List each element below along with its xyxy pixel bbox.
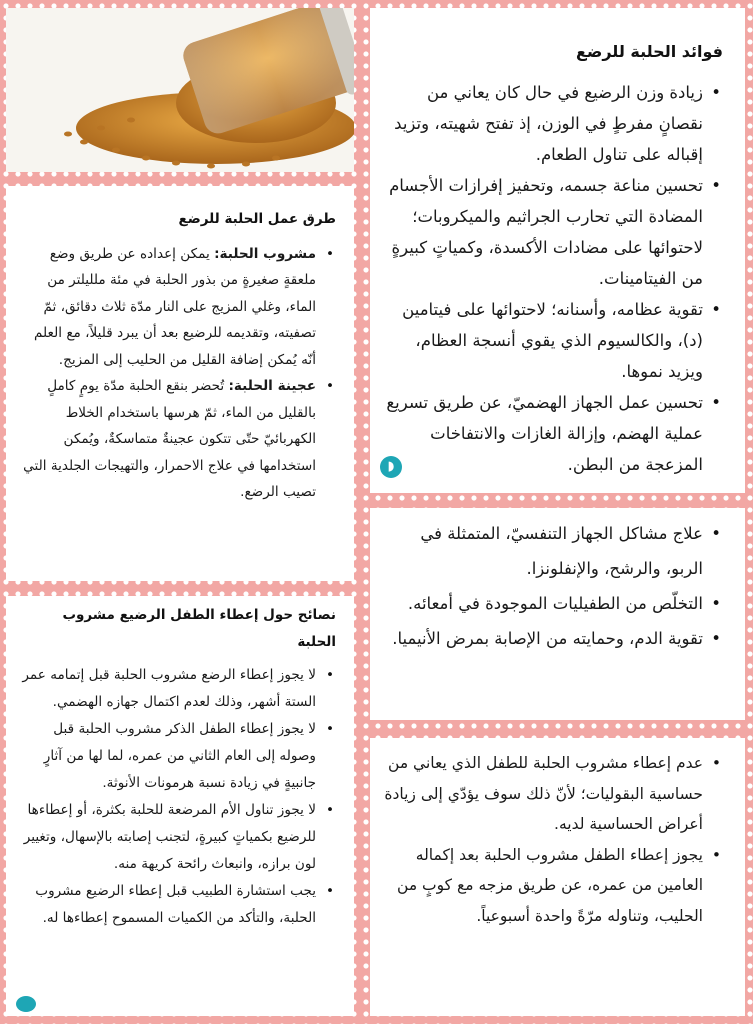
tips-card [6,596,354,1016]
list-item: • لا يجوز إعطاء الرضع مشروب الحلبة قبل إتمامه عمر الستة أشهر، وذلك لعدم اكتمال جهازه الهضمي. [20,662,316,716]
list-item: • تحسين عمل الجهاز الهضميّ، عن طريق تسريع عملية الهضم، وإزالة الغازات والانتفاخات المزعجة من البطن. [384,387,703,480]
list-item: • تقوية الدم، وحمايته من الإصابة بمرض الأنيميا. [384,621,703,656]
list-item: • تحسين مناعة جسمه، وتحفيز إفرازات الأجسام المضادة التي تحارب الجراثيم والميكروبات؛ لاحتوائها على مضادات الأكسدة، وكمياتٍ كبيرةٍ من الفيتامينات. [384,170,703,294]
methods-title: طرق عمل الحلبة للرضع [178,211,336,227]
methods-list [22,241,336,506]
brand-logo-icon [16,996,36,1012]
list-item: • علاج مشاكل الجهاز التنفسيّ، المتمثلة في الربو، والرشح، والإنفلونزا. [384,516,703,586]
method-text: تُحضر بنقع الحلبة مدّة يومٍ كاملٍ بالقليل من الماء، ثمّ هرسها باستخدام الخلاط الكهربائيّ حتّى تتكون عجينةٌ متماسكةٌ، ويُمكن استخدامها في علاج الاحمرار، والتهيجات الجلدية التي تصيب الرضع. [23,378,316,500]
list-item: • عدم إعطاء مشروب الحلبة للطفل الذي يعاني من حساسية البقوليات؛ لأنّ ذلك سوف يؤدّي إلى زيادة أعراض الحساسية لديه. [384,748,703,840]
method-text: يمكن إعداده عن طريق وضع ملعقةٍ صغيرةٍ من بذور الحلبة في مئة ملليلتر من الماء، وغلي المزيج على النار مدّة ثلاث دقائق، ثمّ تصفيته، وتقديمه للرضيع بعد أن يبرد قليلاً، مع العلم أنّه يُمكن إضافة القليل من الحليب إلى المزيج. [33,245,316,368]
more-tips-card [370,738,745,1016]
list-item: • زيادة وزن الرضيع في حال كان يعاني من نقصانٍ مفرطٍ في الوزن، إذ تفتح شهيته، وتزيد إقباله على تناول الطعام. [384,77,703,170]
brand-logo-icon: ◗ [380,456,402,478]
method-term: عجينة الحلبة: [228,378,316,394]
method-term: مشروب الحلبة: [214,245,316,262]
list-item: • يجوز إعطاء الطفل مشروب الحلبة بعد إكماله العامين من عمره، عن طريق مزجه مع كوبٍ من الحليب، وتناوله مرّةً واحدة أسبوعياً. [384,840,703,932]
benefits-title: فوائد الحلبة للرضع [575,42,723,61]
list-item [22,241,316,374]
list-item [22,373,316,506]
list-item: • لا يجوز إعطاء الطفل الذكر مشروب الحلبة قبل وصوله إلى العام الثاني من عمره، لما لها من آثارٍ جانبيةٍ في زيادة نسبة هرمونات الأنوثة. [20,716,316,797]
list-item: • يجب استشارة الطبيب قبل إعطاء الرضيع مشروب الحلبة، والتأكد من الكميات المسموح إعطاءها له. [20,878,316,932]
benefits-continued-card [370,508,745,720]
more-tips-list [384,748,723,931]
tips-title: نصائح حول إعطاء الطفل الرضيع مشروب الحلبة [62,607,336,650]
methods-card [6,186,354,581]
tips-list [20,662,336,932]
fenugreek-photo [6,8,354,172]
benefits-card [370,8,745,493]
benefits-list [384,77,723,480]
fenugreek-jar-icon [6,8,354,172]
list-item: • لا يجوز تناول الأم المرضعة للحلبة بكثرة، أو إعطاءها للرضيع بكمياتٍ كبيرةٍ، لتجنب إصابته بالإسهال، وتغيير لون برازه، وانبعاث رائحة كريهة منه. [20,797,316,878]
list-item: • تقوية عظامه، وأسنانه؛ لاحتوائها على فيتامين (د)، والكالسيوم الذي يقوي أنسجة العظام، ويزيد نموها. [384,294,703,387]
list-item: • التخلّص من الطفيليات الموجودة في أمعائه. [384,586,703,621]
benefits-continued-list [384,516,723,656]
